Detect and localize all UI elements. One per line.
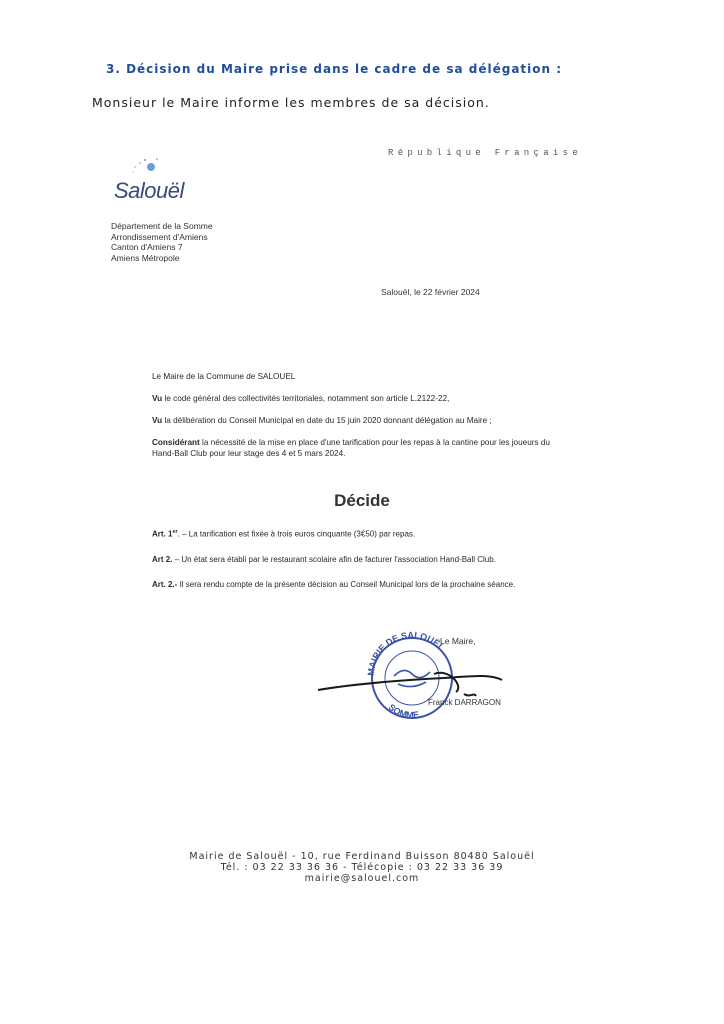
article-1: Art. 1er. – La tarification est fixée à trois euros cinquante (3€50) par repas. <box>152 529 416 539</box>
signer-title: Le Maire, <box>440 636 476 646</box>
article-3: Art. 2.- Il sera rendu compte de la présente décision au Conseil Municipal lors de la prochaine séance. <box>152 579 516 589</box>
canton-line: Canton d'Amiens 7 <box>111 242 183 252</box>
stamp-top-text: MAIRIE DE SALOUËL <box>365 629 447 677</box>
svg-text:MAIRIE DE SALOUËL <box>366 630 447 676</box>
footer-email-line: mairie@salouel.com <box>304 873 420 884</box>
decision-body <box>152 371 568 470</box>
department-line: Département de la Somme <box>111 221 213 231</box>
metropole-line: Amiens Métropole <box>111 252 180 263</box>
considerant-paragraph: Considérant la nécessité de la mise en place d'une tarification pour les repas à la cantine pour les joueurs du Hand-Ball Club pour leur stage des 4 et 5 mars 2024. <box>152 438 550 458</box>
vu-paragraph-1: Vu le code général des collectivités territoriales, notamment son article L.2122-22, <box>152 394 450 403</box>
stamp-bottom-text: SOMME <box>386 702 420 720</box>
article-2: Art 2. – Un état sera établi par le restaurant scolaire afin de facturer l'association Hand-Ball Club. <box>152 554 496 564</box>
arrondissement-line: Arrondissement d'Amiens <box>111 231 208 242</box>
decision-title: Le Maire de la Commune de SALOUEL <box>152 372 296 381</box>
footer-address-line: Mairie de Salouël - 10, rue Ferdinand Buisson 80480 Salouël <box>189 851 535 862</box>
footer-phone-line: Tél. : 03 22 33 36 36 - Télécopie : 03 22 33 36 39 <box>220 862 504 873</box>
administration-block <box>111 221 213 263</box>
section-heading: 3. Décision du Maire prise dans le cadre de sa délégation : <box>106 62 563 76</box>
footer-address <box>0 851 724 884</box>
decide-heading: Décide <box>334 491 390 510</box>
signer-name: Franck DARRAGON <box>428 698 501 707</box>
republic-header: République Française <box>388 148 583 158</box>
intro-text: Monsieur le Maire informe les membres de sa décision. <box>92 95 490 110</box>
date-line: Salouël, le 22 février 2024 <box>381 287 480 297</box>
articles-list <box>152 527 572 604</box>
vu-paragraph-2: Vu la délibération du Conseil Municipal en date du 15 juin 2020 donnant délégation au Maire ; <box>152 416 492 425</box>
logo-text: Salouël <box>114 178 184 203</box>
